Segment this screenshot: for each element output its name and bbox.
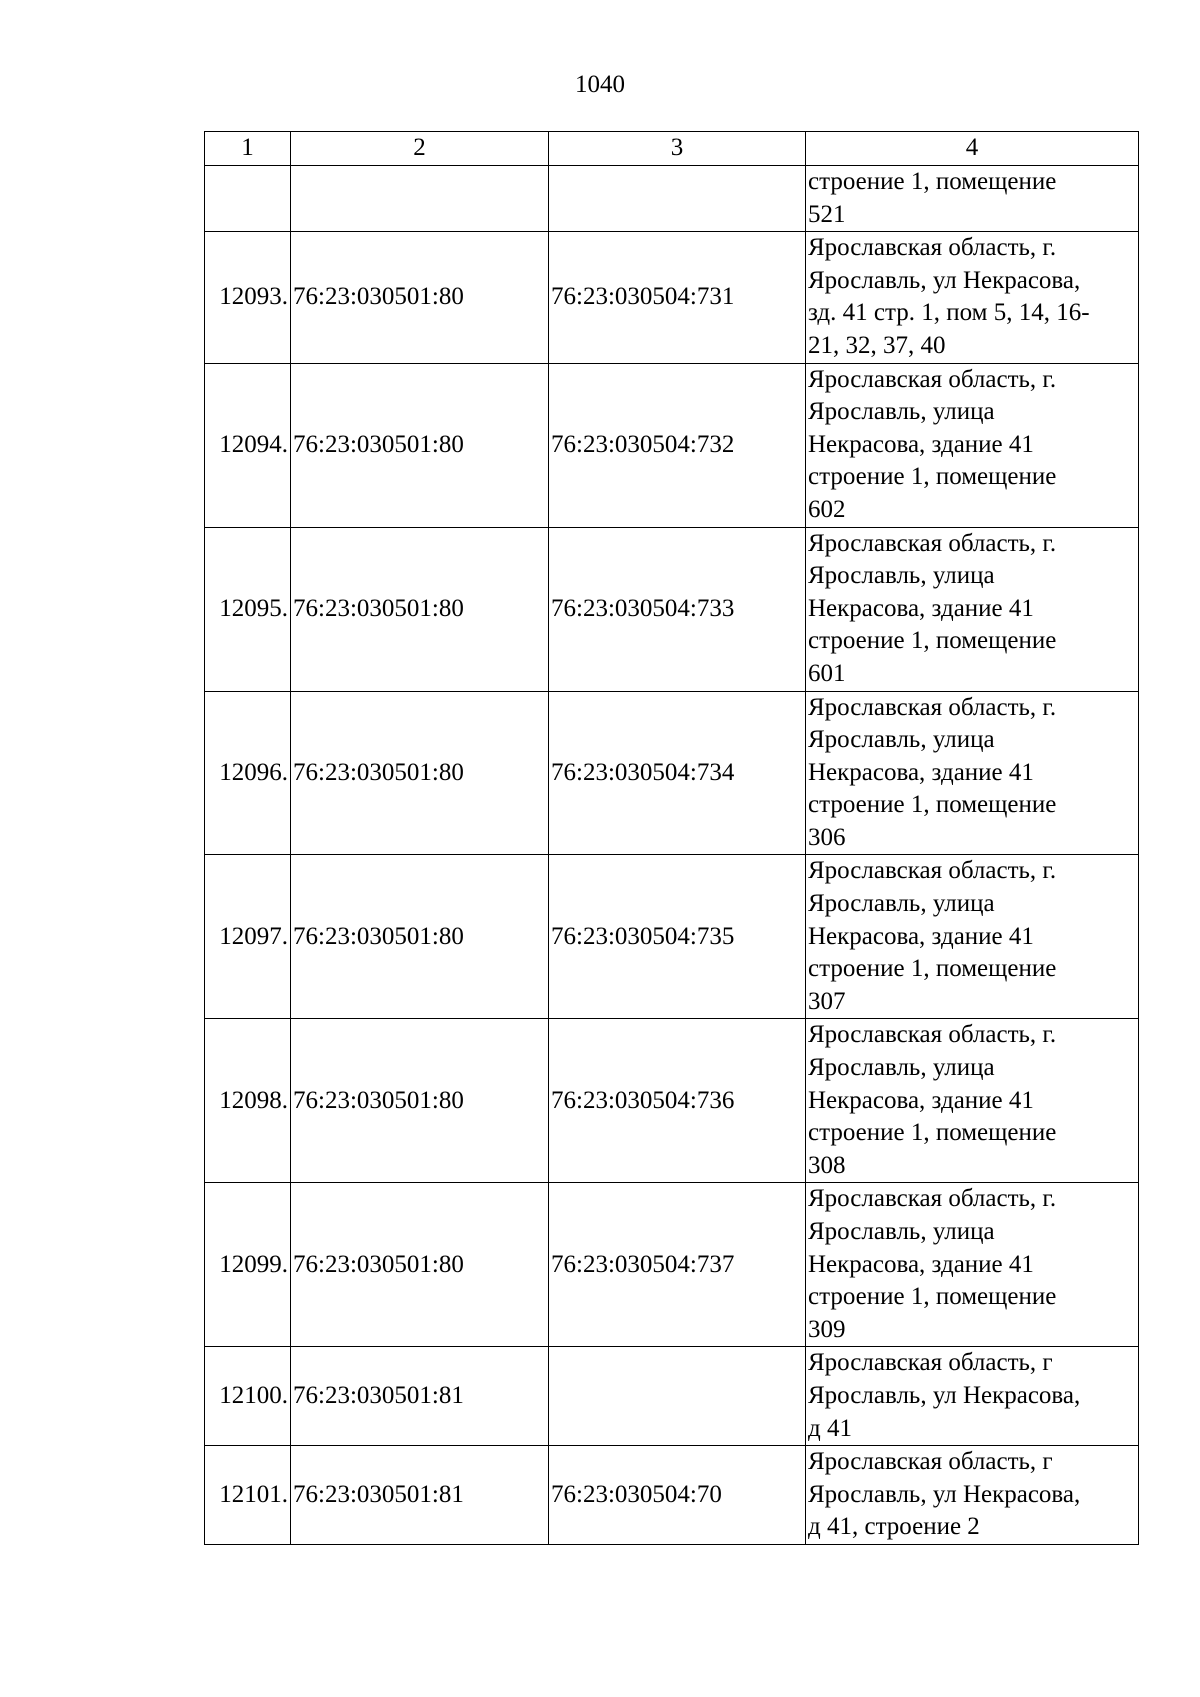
row-number-cell: 12097. (205, 855, 291, 1019)
parent-cadastral-number-cell: 76:23:030501:80 (291, 1019, 549, 1183)
address-line: Ярославль, улица (808, 726, 995, 754)
address-cell (806, 1446, 1139, 1545)
table-row (205, 166, 1139, 232)
object-cadastral-number-cell: 76:23:030504:731 (549, 232, 806, 363)
address-cell (806, 691, 1139, 855)
column-header-3: 3 (549, 132, 806, 166)
table-row (205, 855, 1139, 1019)
address-line: Ярославль, улица (808, 1054, 995, 1082)
table-row (205, 1347, 1139, 1446)
address-line: Ярославль, ул Некрасова, (808, 1480, 1081, 1508)
address-line: Ярославская область, г. (808, 857, 1057, 885)
address-cell (806, 232, 1139, 363)
address-cell (806, 363, 1139, 527)
address-cell (806, 527, 1139, 691)
parent-cadastral-number-cell (291, 166, 549, 232)
address-line: строение 1, помещение (808, 955, 1057, 983)
address-cell (806, 1019, 1139, 1183)
column-header-4: 4 (806, 132, 1139, 166)
object-cadastral-number-cell (549, 1347, 806, 1446)
address-cell (806, 1347, 1139, 1446)
address-line: 521 (808, 200, 846, 228)
table-header-row (205, 132, 1139, 166)
row-number-cell (205, 166, 291, 232)
parent-cadastral-number-cell: 76:23:030501:80 (291, 1183, 549, 1347)
address-line: Некрасова, здание 41 (808, 1086, 1034, 1114)
address-line: Ярославль, ул Некрасова, (808, 1381, 1081, 1409)
object-cadastral-number-cell: 76:23:030504:736 (549, 1019, 806, 1183)
parent-cadastral-number-cell: 76:23:030501:80 (291, 232, 549, 363)
row-number-cell: 12095. (205, 527, 291, 691)
object-cadastral-number-cell (549, 166, 806, 232)
object-cadastral-number-cell: 76:23:030504:735 (549, 855, 806, 1019)
address-line: Ярославская область, г. (808, 234, 1057, 262)
address-line: строение 1, помещение (808, 168, 1057, 195)
address-line: Ярославль, улица (808, 1218, 995, 1245)
address-line: Некрасова, здание 41 (808, 922, 1034, 950)
address-line: 308 (808, 1151, 846, 1179)
registry-table (204, 131, 1139, 1545)
table-row (205, 1183, 1139, 1347)
parent-cadastral-number-cell: 76:23:030501:81 (291, 1347, 549, 1446)
parent-cadastral-number-cell: 76:23:030501:80 (291, 363, 549, 527)
address-line: 21, 32, 37, 40 (808, 331, 946, 359)
object-cadastral-number-cell: 76:23:030504:733 (549, 527, 806, 691)
parent-cadastral-number-cell: 76:23:030501:80 (291, 527, 549, 691)
parent-cadastral-number-cell: 76:23:030501:81 (291, 1446, 549, 1545)
address-line: Ярославская область, г. (808, 365, 1057, 393)
column-header-2: 2 (291, 132, 549, 166)
address-line: д 41, строение 2 (808, 1513, 980, 1541)
row-number-cell: 12096. (205, 691, 291, 855)
address-line: Ярославль, ул Некрасова, (808, 266, 1081, 294)
row-number-cell: 12101. (205, 1446, 291, 1545)
parent-cadastral-number-cell: 76:23:030501:80 (291, 855, 549, 1019)
address-line: строение 1, помещение (808, 791, 1057, 819)
address-line: Ярославская область, г. (808, 529, 1057, 557)
address-cell (806, 166, 1139, 232)
table-row (205, 527, 1139, 691)
row-number-cell: 12099. (205, 1183, 291, 1347)
address-line: Ярославль, улица (808, 890, 995, 918)
address-line: Ярославская область, г. (808, 1185, 1057, 1213)
table-row (205, 232, 1139, 363)
address-line: 602 (808, 495, 846, 523)
object-cadastral-number-cell: 76:23:030504:737 (549, 1183, 806, 1347)
row-number-cell: 12094. (205, 363, 291, 527)
table-row (205, 1446, 1139, 1545)
table-row (205, 691, 1139, 855)
table-row (205, 1019, 1139, 1183)
address-line: Ярославская область, г (808, 1349, 1053, 1377)
address-line: строение 1, помещение (808, 463, 1057, 491)
table-row (205, 363, 1139, 527)
row-number-cell: 12100. (205, 1347, 291, 1446)
address-line: Ярославль, улица (808, 562, 995, 590)
object-cadastral-number-cell: 76:23:030504:732 (549, 363, 806, 527)
address-line: Ярославль, улица (808, 398, 995, 426)
address-cell (806, 855, 1139, 1019)
address-line: Некрасова, здание 41 (808, 594, 1034, 622)
address-line: Некрасова, здание 41 (808, 430, 1034, 458)
page-number: 1040 (575, 71, 625, 98)
address-line: Ярославская область, г. (808, 1021, 1057, 1049)
address-line: Некрасова, здание 41 (808, 758, 1034, 786)
address-line: Ярославская область, г. (808, 693, 1057, 721)
parent-cadastral-number-cell: 76:23:030501:80 (291, 691, 549, 855)
address-line: зд. 41 стр. 1, пом 5, 14, 16- (808, 299, 1090, 327)
address-line: строение 1, помещение (808, 627, 1057, 655)
address-line: 601 (808, 659, 846, 687)
column-header-1: 1 (205, 132, 291, 166)
address-line: д 41 (808, 1414, 852, 1442)
address-line: Ярославская область, г (808, 1448, 1053, 1476)
address-line: 307 (808, 987, 846, 1015)
address-line: Некрасова, здание 41 (808, 1250, 1034, 1278)
address-line: 306 (808, 823, 846, 851)
address-line: строение 1, помещение (808, 1283, 1057, 1311)
row-number-cell: 12093. (205, 232, 291, 363)
address-line: 309 (808, 1315, 846, 1343)
row-number-cell: 12098. (205, 1019, 291, 1183)
object-cadastral-number-cell: 76:23:030504:70 (549, 1446, 806, 1545)
registry-table-body (205, 132, 1139, 1545)
address-cell (806, 1183, 1139, 1347)
address-line: строение 1, помещение (808, 1119, 1057, 1147)
object-cadastral-number-cell: 76:23:030504:734 (549, 691, 806, 855)
